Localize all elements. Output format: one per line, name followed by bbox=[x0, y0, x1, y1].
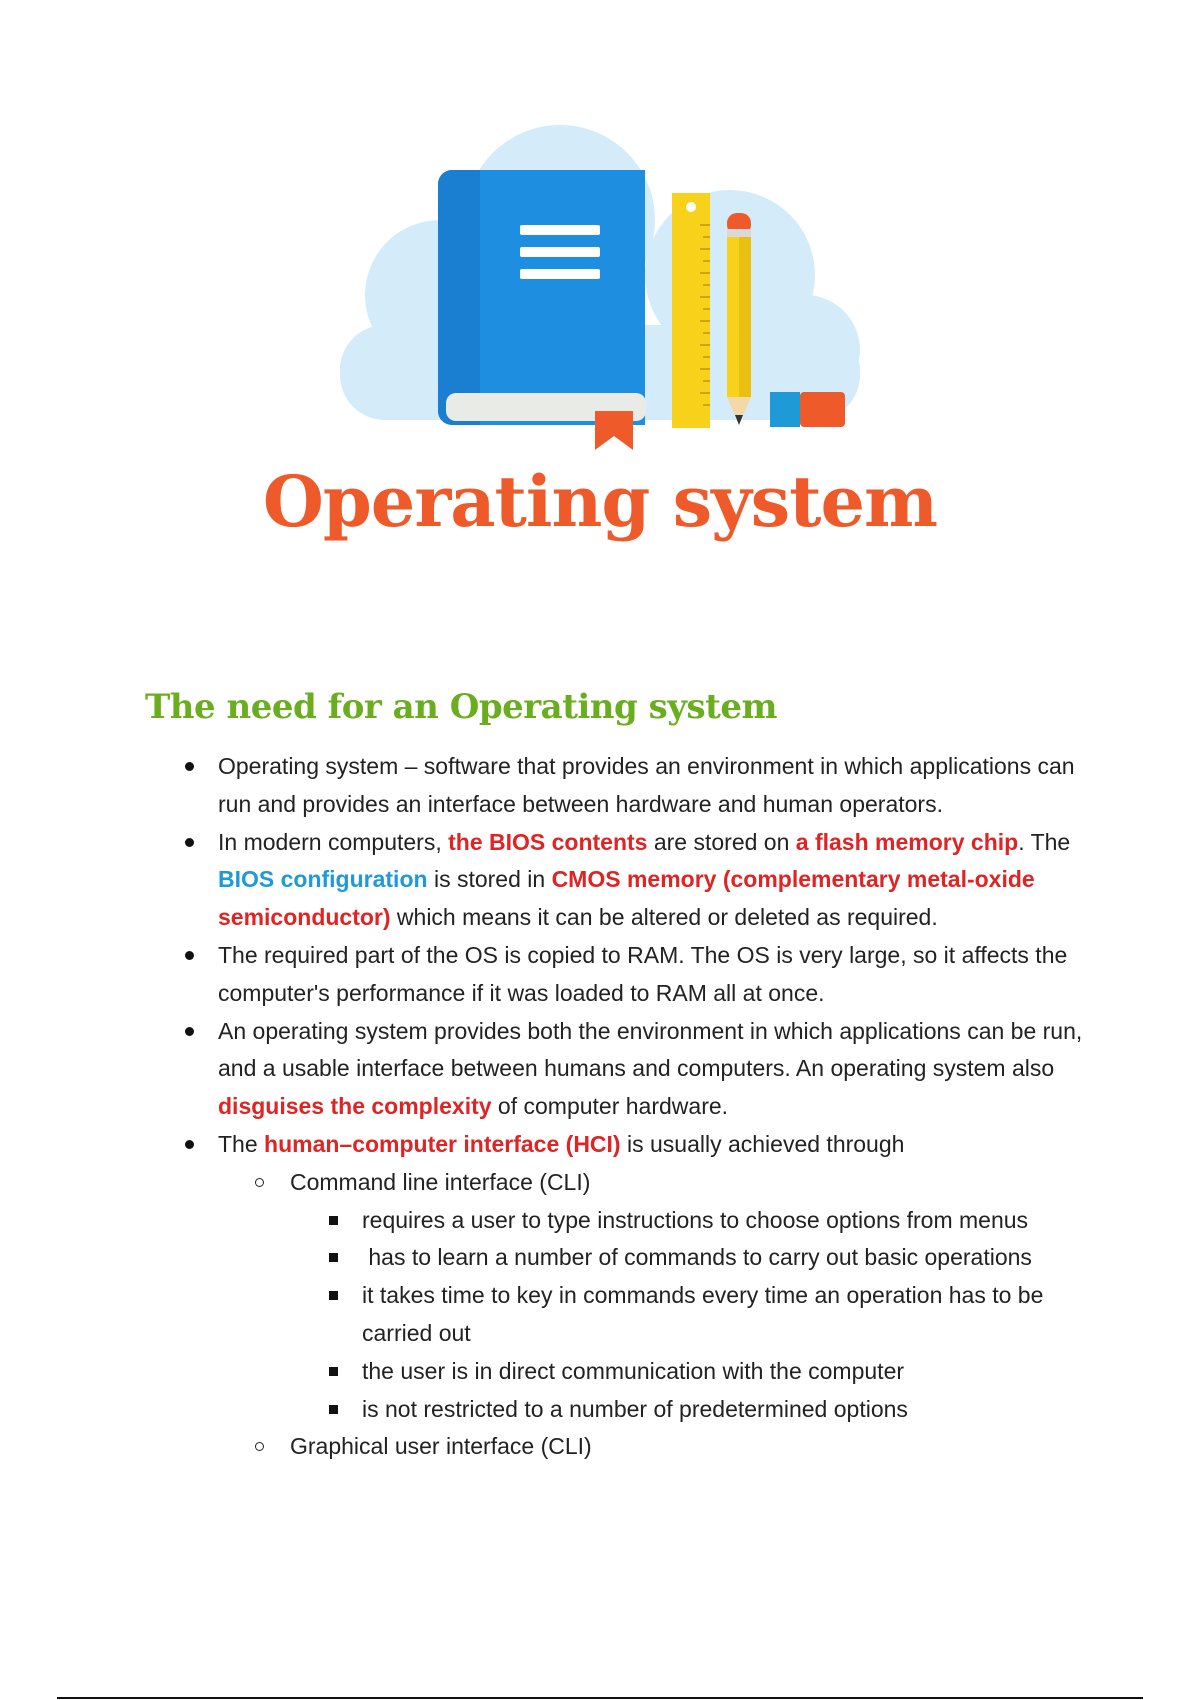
circle-bullet-icon bbox=[255, 1442, 264, 1451]
highlight-flash-memory: a flash memory chip bbox=[795, 828, 1019, 855]
highlight-cmos-memory: CMOS memory (complementary metal-oxide semiconductor) bbox=[218, 866, 1035, 931]
highlight-hci: human–computer interface (HCI) bbox=[264, 1130, 621, 1157]
bullet-text: are stored on bbox=[647, 828, 796, 855]
cli-point-text: it takes time to key in commands every time an operation has to be carried out bbox=[362, 1282, 1044, 1346]
bullet-icon bbox=[185, 1140, 194, 1149]
cli-point bbox=[327, 1277, 1093, 1353]
sub-item-text: Command line interface (CLI) bbox=[290, 1168, 591, 1195]
bullet-icon bbox=[185, 838, 194, 847]
bullet-text: Operating system – software that provides an environment in which applications can run and provides an interface between hardware and human operators. bbox=[218, 753, 1075, 817]
list-item bbox=[183, 1013, 1093, 1126]
square-bullet-icon bbox=[329, 1291, 338, 1300]
square-bullet-icon bbox=[329, 1216, 338, 1225]
eraser-icon bbox=[770, 392, 845, 427]
bullet-list bbox=[183, 748, 1093, 1466]
bullet-icon bbox=[185, 762, 194, 771]
section-heading: The need for an Operating system bbox=[145, 687, 777, 727]
cli-point bbox=[327, 1353, 1093, 1391]
bullet-icon bbox=[185, 1027, 194, 1036]
sub-list-item-cli bbox=[255, 1164, 1093, 1202]
bullet-text: is stored in bbox=[427, 866, 552, 893]
book-icon bbox=[438, 170, 646, 450]
bullet-text: An operating system provides both the environment in which applications can be run, and a usable interface between humans and computers. An operating system also bbox=[218, 1017, 1083, 1082]
cli-point bbox=[327, 1391, 1093, 1429]
bullet-text: The bbox=[218, 1130, 265, 1157]
bookmark-icon bbox=[595, 411, 633, 450]
bullet-text: The required part of the OS is copied to RAM. The OS is very large, so it affects the computer's performance if it was loaded to RAM all at once. bbox=[218, 941, 1068, 1006]
list-item bbox=[183, 748, 1093, 824]
square-bullet-icon bbox=[329, 1253, 338, 1262]
circle-bullet-icon bbox=[255, 1178, 264, 1187]
bullet-text: of computer hardware. bbox=[491, 1093, 729, 1120]
square-bullet-icon bbox=[329, 1405, 338, 1414]
cli-point bbox=[327, 1239, 1093, 1277]
sub-item-text: Graphical user interface (CLI) bbox=[290, 1433, 592, 1460]
cli-point-text: has to learn a number of commands to carry out basic operations bbox=[362, 1244, 1032, 1271]
bullet-text: . The bbox=[1018, 828, 1071, 855]
bullet-text: In modern computers, bbox=[218, 828, 449, 855]
pencil-icon bbox=[727, 213, 751, 425]
sub-list-item-gui bbox=[255, 1428, 1093, 1466]
cli-point-text: the user is in direct communication with the computer bbox=[362, 1357, 905, 1384]
header-illustration bbox=[330, 125, 900, 455]
list-item bbox=[183, 824, 1093, 937]
page-title: Operating system bbox=[262, 460, 938, 543]
cli-point-text: requires a user to type instructions to choose options from menus bbox=[362, 1206, 1029, 1233]
highlight-bios-configuration: BIOS configuration bbox=[218, 866, 428, 893]
highlight-disguises-complexity: disguises the complexity bbox=[218, 1093, 492, 1120]
highlight-bios-contents: the BIOS contents bbox=[448, 828, 648, 855]
cli-point-text: is not restricted to a number of predetermined options bbox=[362, 1395, 908, 1422]
cli-point bbox=[327, 1202, 1093, 1240]
footer-divider bbox=[57, 1697, 1143, 1699]
list-item bbox=[183, 1126, 1093, 1164]
bullet-text: is usually achieved through bbox=[620, 1130, 905, 1157]
list-item bbox=[183, 937, 1093, 1013]
bullet-icon bbox=[185, 951, 194, 960]
bullet-text: which means it can be altered or deleted as required. bbox=[390, 904, 938, 931]
ruler-icon bbox=[672, 193, 710, 428]
square-bullet-icon bbox=[329, 1367, 338, 1376]
